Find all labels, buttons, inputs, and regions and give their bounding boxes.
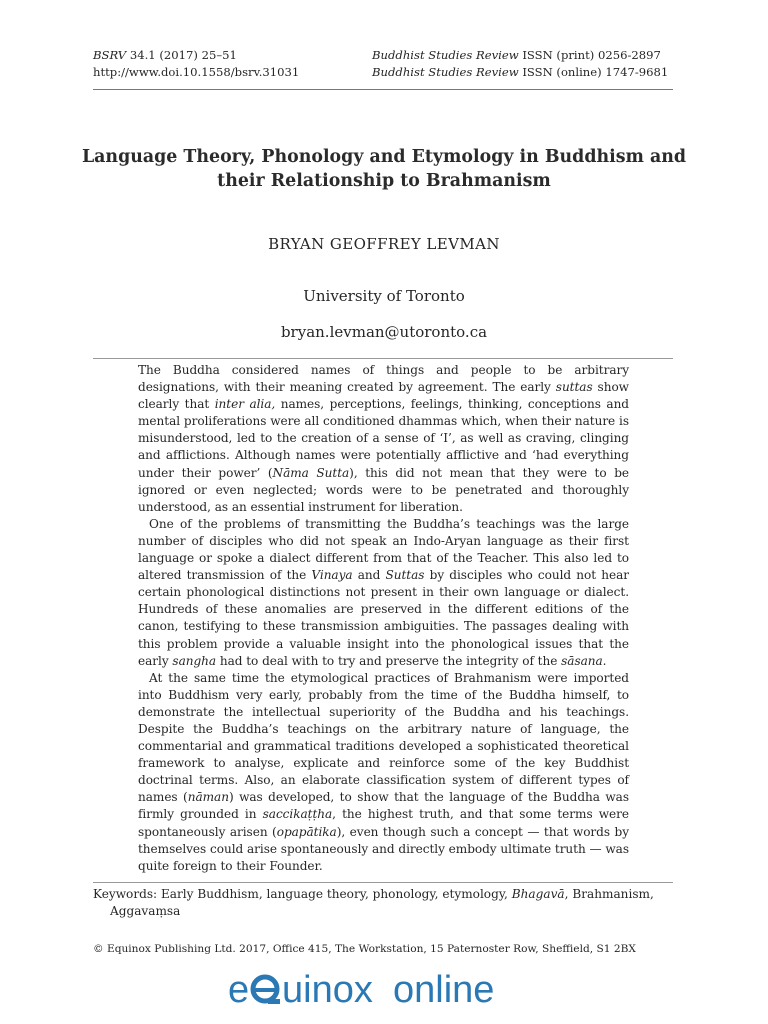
header-divider: [93, 89, 673, 90]
equinox-online-logo: [228, 964, 538, 1020]
abstract: [138, 362, 629, 875]
issn-block: [372, 47, 668, 81]
doi-link[interactable]: http://www.doi.10.1558/bsrv.31031: [93, 65, 300, 79]
author-name: BRYAN GEOFFREY LEVMAN: [268, 235, 500, 253]
abstract-top-divider: [93, 358, 673, 359]
logo-text-e: e: [228, 969, 250, 1011]
logo-text-online: online: [393, 969, 495, 1011]
author-affiliation: University of Toronto: [303, 287, 465, 305]
issn-online: ISSN (online) 1747-9681: [522, 65, 669, 79]
keywords-divider: [93, 882, 673, 883]
copyright-notice: © Equinox Publishing Ltd. 2017, Office 415, The Workstation, 15 Paternoster Row, Sheffield, S1 2BX: [93, 943, 636, 955]
author-email[interactable]: bryan.levman@utoronto.ca: [280, 323, 488, 341]
journal-abbr: BSRV: [93, 48, 127, 62]
keywords: Keywords: Early Buddhism, language theory, phonology, etymology, Bhagavā, Brahmanism, Aggavaṃsa: [93, 887, 654, 919]
volume-pages: 34.1 (2017) 25–51: [129, 48, 237, 62]
article-title: Language Theory, Phonology and Etymology in Buddhism and their Relationship to Brahmanism: [81, 147, 687, 191]
journal-name-online: Buddhist Studies Review: [372, 65, 519, 79]
journal-citation: [93, 47, 299, 81]
abstract-paragraph-1: The Buddha considered names of things and people to be arbitrary designations, with their meaning created by agreement. The early suttas show clearly that inter alia, names, perceptions, feelings, thinking, conceptions and mental proliferations were all conditioned dhammas which, when their nature is misunderstood, led to the creation of a sense of ‘I’, as well as craving, clinging and afflictions. Although names were potentially afflictive and ‘had everything under their power’ (Nāma Sutta), this did not mean that they were to be ignored or even neglected; words were to be penetrated and thoroughly understood, as an essential instrument for liberation.: [138, 363, 629, 514]
abstract-paragraph-2: One of the problems of transmitting the Buddha’s teachings was the large number of disciples who did not speak an Indo-Aryan language as their first language or spoke a dialect different from that of the Teacher. This also led to altered transmission of the Vinaya and Suttas by disciples who could not hear certain phonological distinctions not present in their own language or dialect. Hundreds of these anomalies are preserved in the different editions of the canon, testifying to these transmission ambiguities. The passages dealing with this problem provide a valuable insight into the phonological issues that the early sangha had to deal with to try and preserve the integrity of the sāsana.: [138, 516, 629, 668]
logo-text-uinox: uinox: [282, 969, 373, 1011]
logo-q-mark: [253, 977, 280, 1004]
journal-name-print: Buddhist Studies Review: [372, 48, 519, 62]
issn-print: ISSN (print) 0256-2897: [522, 48, 661, 62]
abstract-paragraph-3: At the same time the etymological practices of Brahmanism were imported into Buddhism very early, probably from the time of the Buddha himself, to demonstrate the intellectual superiority of the Buddha and his teachings. Despite the Buddha’s teachings on the arbitrary nature of language, the commentarial and grammatical traditions developed a sophisticated theoretical framework to analyse, explicate and reinforce some of the key Buddhist doctrinal terms. Also, an elaborate classification system of different types of names (nāman) was developed, to show that the language of the Buddha was firmly grounded in saccikaṭṭha, the highest truth, and that some terms were spontaneously arisen (opapātika), even though such a concept — that words by themselves could arise spontaneously and directly embody ultimate truth — was quite foreign to their Founder.: [138, 670, 630, 873]
